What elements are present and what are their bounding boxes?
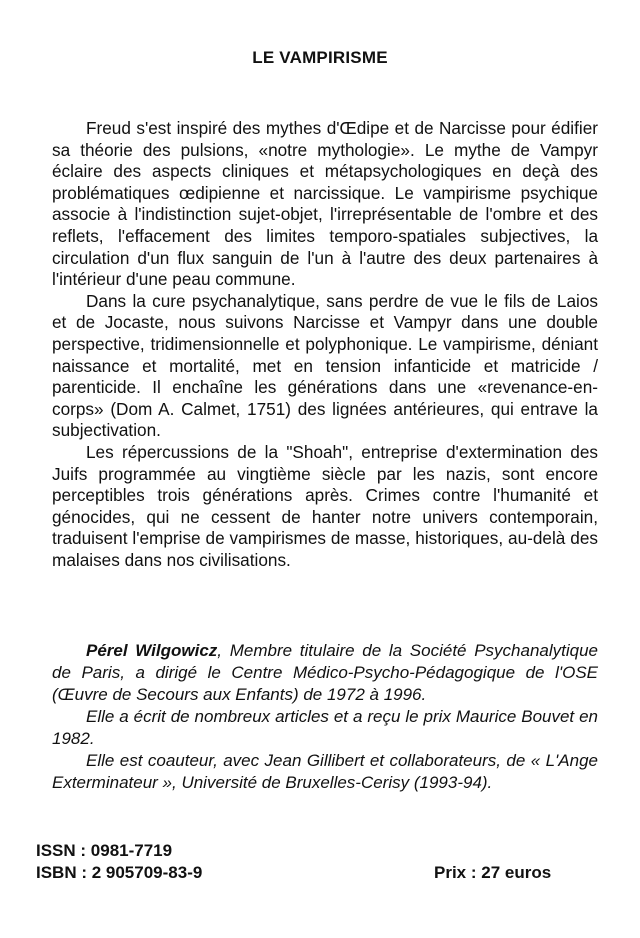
summary-text	[52, 118, 598, 571]
paragraph-2: Dans la cure psychanalytique, sans perdre de vue le fils de Laios et de Jocaste, nous suivons Narcisse et Vampyr dans une double perspective, tridimensionnelle et polyphonique. Le vampirisme, déniant naissance et mortalité, met en tension infanticide et matricide / parenticide. Il enchaîne les générations dans une «revenance-en-corps» (Dom A. Calmet, 1751) des lignées antérieures, qui entrave la subjectivation.	[52, 290, 598, 441]
page-title: LE VAMPIRISME	[252, 48, 388, 67]
author-name: Pérel Wilgowicz	[86, 641, 218, 660]
author-bio-text: , Membre titulaire de la Société Psychanalytique de Paris, a dirigé le Centre Médico-Psycho-Pédagogique de l'OSE (Œuvre de Secours aux Enfants) de 1972 à 1996.	[52, 641, 598, 704]
issn: ISSN : 0981-7719	[36, 841, 173, 860]
price: Prix : 27 euros	[434, 863, 552, 882]
paragraph-1: Freud s'est inspiré des mythes d'Œdipe et de Narcisse pour édifier sa théorie des pulsions, «notre mythologie». Le mythe de Vampyr éclaire des aspects cliniques et métapsychologiques en deçà des problématiques œdipienne et narcissique. Le vampirisme psychique associe à l'indistinction sujet-objet, l'irreprésentable de l'ombre et des reflets, l'effacement des limites temporo-spatiales subjectives, la circulation d'un flux sanguin de l'un à l'autre des deux partenaires à l'intérieur d'une peau commune.	[52, 118, 598, 290]
author-bio	[52, 640, 598, 794]
author-bio-line-1	[52, 640, 598, 706]
publication-codes	[36, 840, 202, 884]
author-bio-line-2: Elle a écrit de nombreux articles et a reçu le prix Maurice Bouvet en 1982.	[52, 707, 598, 748]
isbn: ISBN : 2 905709-83-9	[36, 863, 203, 882]
author-bio-line-3: Elle est coauteur, avec Jean Gillibert et collaborateurs, de « L'Ange Exterminateur », Université de Bruxelles-Cerisy (1993-94).	[52, 751, 598, 792]
paragraph-3: Les répercussions de la "Shoah", entreprise d'extermination des Juifs programmée au vingtième siècle par les nazis, sont encore perceptibles trois générations après. Crimes contre l'humanité et génocides, qui ne cessent de hanter notre univers contemporain, traduisent l'emprise de vampirismes de masse, historiques, au-delà des malaises dans nos civilisations.	[52, 441, 598, 570]
